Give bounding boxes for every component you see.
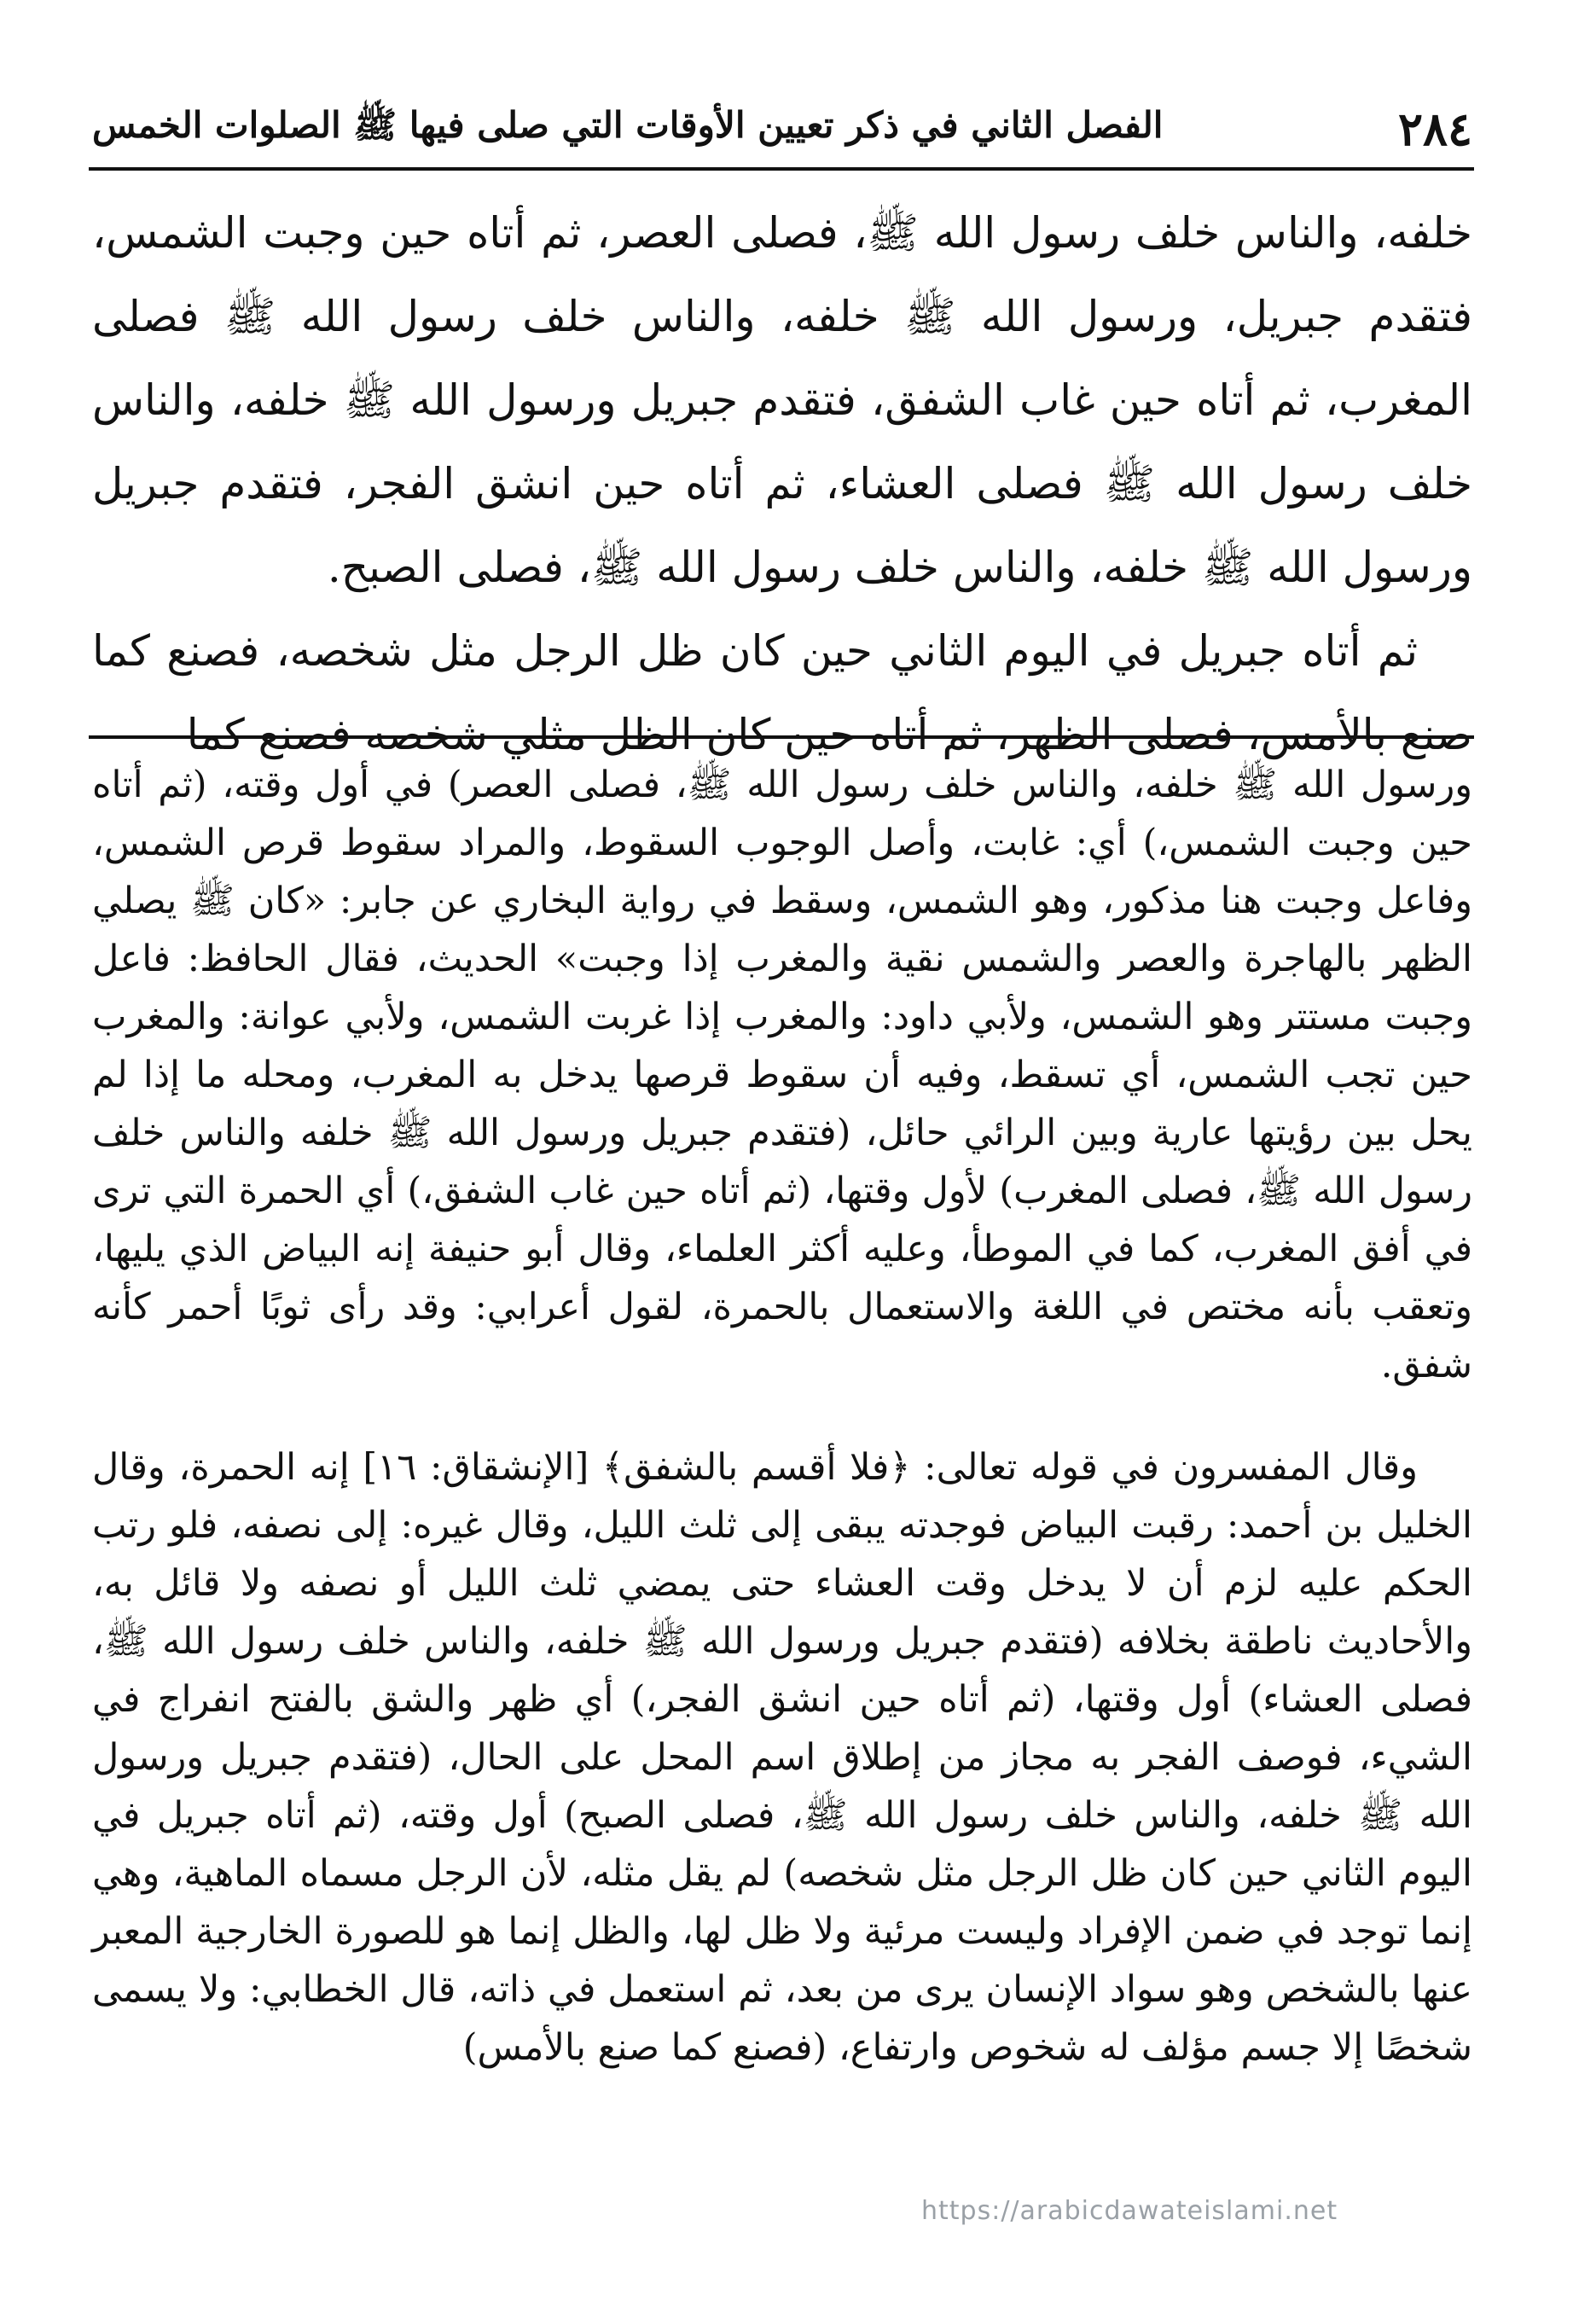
main-text: [92, 191, 1472, 776]
header-divider: [89, 167, 1474, 171]
page-number: ٢٨٤: [1397, 102, 1472, 156]
chapter-title: الفصل الثاني في ذكر تعيين الأوقات التي صلى فيها ﷺ الصلوات الخمس: [92, 103, 1164, 146]
commentary-paragraph: وقال المفسرون في قوله تعالى: ﴿فلا أقسم بالشفق﴾ [الإنشقاق: ١٦] إنه الحمرة، وقال الخليل بن أحمد: رقبت البياض فوجدته يبقى إلى ثلث الليل، وقال غيره: إلى نصفه، فلو رتب الحكم عليه لزم أن لا يدخل وقت العشاء حتى يمضي ثلث الليل أو نصفه ولا قائل به، والأحاديث ناطقة بخلافه (فتقدم جبريل ورسول الله ﷺ خلفه، والناس خلف رسول الله ﷺ، فصلى العشاء) أول وقتها، (ثم أتاه حين انشق الفجر،) أي ظهر والشق بالفتح انفراج في الشيء، فوصف الفجر به مجاز من إطلاق اسم المحل على الحال، (فتقدم جبريل ورسول الله ﷺ خلفه، والناس خلف رسول الله ﷺ، فصلى الصبح) أول وقته، (ثم أتاه جبريل في اليوم الثاني حين كان ظل الرجل مثل شخصه) لم يقل مثله، لأن الرجل مسماه الماهية، وهي إنما توجد في ضمن الإفراد وليست مرئية ولا ظل لها، والظل إنما هو للصورة الخارجية المعبر عنها بالشخص وهو سواد الإنسان يرى من بعد، ثم استعمل في ذاته، قال الخطابي: ولا يسمى شخصًا إلا جسم مؤلف له شخوص وارتفاع، (فصنع كما صنع بالأمس): [92, 1446, 1472, 2069]
commentary-paragraph: ورسول الله ﷺ خلفه، والناس خلف رسول الله ﷺ، فصلى العصر) في أول وقته، (ثم أتاه حين وجبت الشمس،) أي: غابت، وأصل الوجوب السقوط، والمراد سقوط قرص الشمس، وفاعل وجبت هنا مذكور، وهو الشمس، وسقط في رواية البخاري عن جابر: «كان ﷺ يصلي الظهر بالهاجرة والعصر والشمس نقية والمغرب إذا وجبت» الحديث، فقال الحافظ: فاعل وجبت مستتر وهو الشمس، ولأبي داود: والمغرب إذا غربت الشمس، ولأبي عوانة: والمغرب حين تجب الشمس، أي تسقط، وفيه أن سقوط قرصها يدخل به المغرب، ومحله ما إذا لم يحل بين رؤيتها عارية وبين الرائي حائل، (فتقدم جبريل ورسول الله ﷺ خلفه والناس خلف رسول الله ﷺ، فصلى المغرب) لأول وقتها، (ثم أتاه حين غاب الشفق،) أي الحمرة التي ترى في أفق المغرب، كما في الموطأ، وعليه أكثر العلماء، وقال أبو حنيفة إنه البياض الذي يليها، وتعقب بأنه مختص في اللغة والاستعمال بالحمرة، لقول أعرابي: وقد رأى ثوبًا أحمر كأنه شفق.: [92, 764, 1472, 1386]
commentary-divider: [89, 735, 1474, 739]
main-paragraph: ثم أتاه جبريل في اليوم الثاني حين كان ظل الرجل مثل شخصه، فصنع كما صنع بالأمس، فصلى الظهر، ثم أتاه حين كان الظل مثلي شخصه فصنع كما: [92, 626, 1472, 759]
watermark-url: https://arabicdawateislami.net: [921, 2196, 1338, 2226]
main-paragraph: خلفه، والناس خلف رسول الله ﷺ، فصلى العصر، ثم أتاه حين وجبت الشمس، فتقدم جبريل، ورسول الله ﷺ خلفه، والناس خلف رسول الله ﷺ فصلى المغرب، ثم أتاه حين غاب الشفق، فتقدم جبريل ورسول الله ﷺ خلفه، والناس خلف رسول الله ﷺ فصلى العشاء، ثم أتاه حين انشق الفجر، فتقدم جبريل ورسول الله ﷺ خلفه، والناس خلف رسول الله ﷺ، فصلى الصبح.: [92, 208, 1472, 592]
commentary: [92, 756, 1472, 2077]
running-header: [92, 96, 1472, 162]
